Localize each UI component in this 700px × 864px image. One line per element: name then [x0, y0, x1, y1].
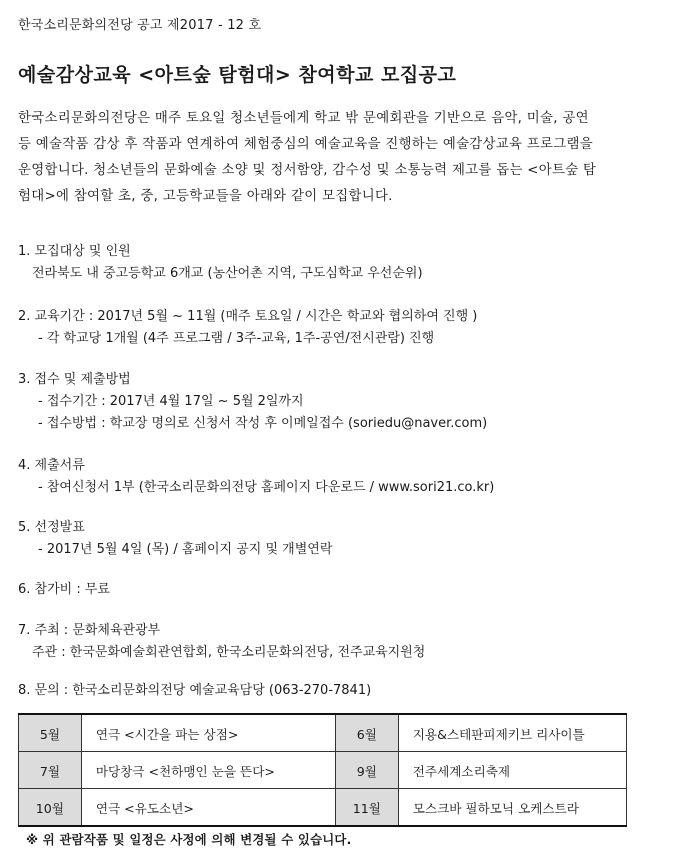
intro-paragraph [18, 106, 684, 210]
section-period [18, 306, 477, 350]
month-cell: 9월 [335, 752, 398, 789]
section-fee [18, 579, 110, 601]
section-contact [18, 680, 371, 702]
section-documents [18, 455, 494, 499]
section-heading: 6. 참가비 : 무료 [18, 582, 110, 597]
section-application [18, 369, 487, 435]
program-cell: 모스크바 필하모닉 오케스트라 [398, 789, 626, 827]
section-detail: - 접수기간 : 2017년 4월 17일 ~ 5월 2일까지 [38, 394, 304, 409]
intro-line: 운영합니다. 청소년들의 문화예술 소양 및 정서함양, 감수성 및 소통능력 제고를 돕는 <아트숲 탐 [18, 163, 597, 178]
month-cell: 7월 [19, 752, 82, 789]
table-row [19, 789, 627, 827]
section-detail: 주관 : 한국문화예술회관연합회, 한국소리문화의전당, 전주교육지원청 [32, 645, 426, 660]
intro-line: 험대>에 참여할 초, 중, 고등학교들을 아래와 같이 모집합니다. [18, 189, 393, 204]
month-cell: 11월 [335, 789, 398, 827]
section-detail: 전라북도 내 중고등학교 6개교 (농산어촌 지역, 구도심학교 우선순위) [32, 266, 423, 281]
notice-number: 한국소리문화의전당 공고 제2017 - 12 호 [18, 18, 262, 33]
section-heading: 4. 제출서류 [18, 458, 85, 473]
section-heading: 3. 접수 및 제출방법 [18, 372, 131, 387]
program-cell: 연극 <시간을 파는 상점> [81, 714, 335, 752]
table-row [19, 752, 627, 789]
table-row [19, 714, 627, 752]
section-heading: 8. 문의 : 한국소리문화의전당 예술교육담당 (063-270-7841) [18, 683, 372, 698]
section-organizer [18, 620, 425, 664]
month-cell: 6월 [335, 714, 398, 752]
section-heading: 7. 주최 : 문화체육관광부 [18, 623, 161, 638]
section-heading: 5. 선정발표 [18, 520, 85, 535]
section-detail: - 2017년 5월 4일 (목) / 홈페이지 공지 및 개별연락 [38, 542, 333, 557]
section-announcement [18, 517, 332, 561]
section-heading: 1. 모집대상 및 인원 [18, 244, 131, 259]
program-cell: 연극 <유도소년> [81, 789, 335, 827]
program-cell: 마당창극 <천하맹인 눈을 뜬다> [81, 752, 335, 789]
program-cell: 전주세계소리축제 [398, 752, 626, 789]
section-recruitment [18, 241, 423, 285]
intro-line: 등 예술작품 감상 후 작품과 연계하여 체험중심의 예술교육을 진행하는 예술감상교육 프로그램을 [18, 137, 593, 152]
section-detail: - 각 학교당 1개월 (4주 프로그램 / 3주-교육, 1주-공연/전시관람) 진행 [38, 331, 435, 346]
intro-line: 한국소리문화의전당은 매주 토요일 청소년들에게 학교 밖 문예회관을 기반으로 음악, 미술, 공연 [18, 111, 589, 126]
section-detail: - 참여신청서 1부 (한국소리문화의전당 홈페이지 다운로드 / www.sori21.co.kr) [38, 480, 495, 495]
section-detail: - 접수방법 : 학교장 명의로 신청서 작성 후 이메일접수 (soriedu@naver.com) [38, 416, 488, 431]
footnote: ※ 위 관람작품 및 일정은 사정에 의해 변경될 수 있습니다. [26, 832, 352, 847]
section-heading: 2. 교육기간 : 2017년 5월 ~ 11월 (매주 토요일 / 시간은 학교와 협의하여 진행 ) [18, 309, 478, 324]
month-cell: 5월 [19, 714, 82, 752]
page-title: 예술감상교육 <아트숲 탐험대> 참여학교 모집공고 [18, 64, 457, 86]
month-cell: 10월 [19, 789, 82, 827]
program-cell: 지용&스테판피제키브 리사이틀 [398, 714, 626, 752]
schedule-table [18, 713, 627, 827]
